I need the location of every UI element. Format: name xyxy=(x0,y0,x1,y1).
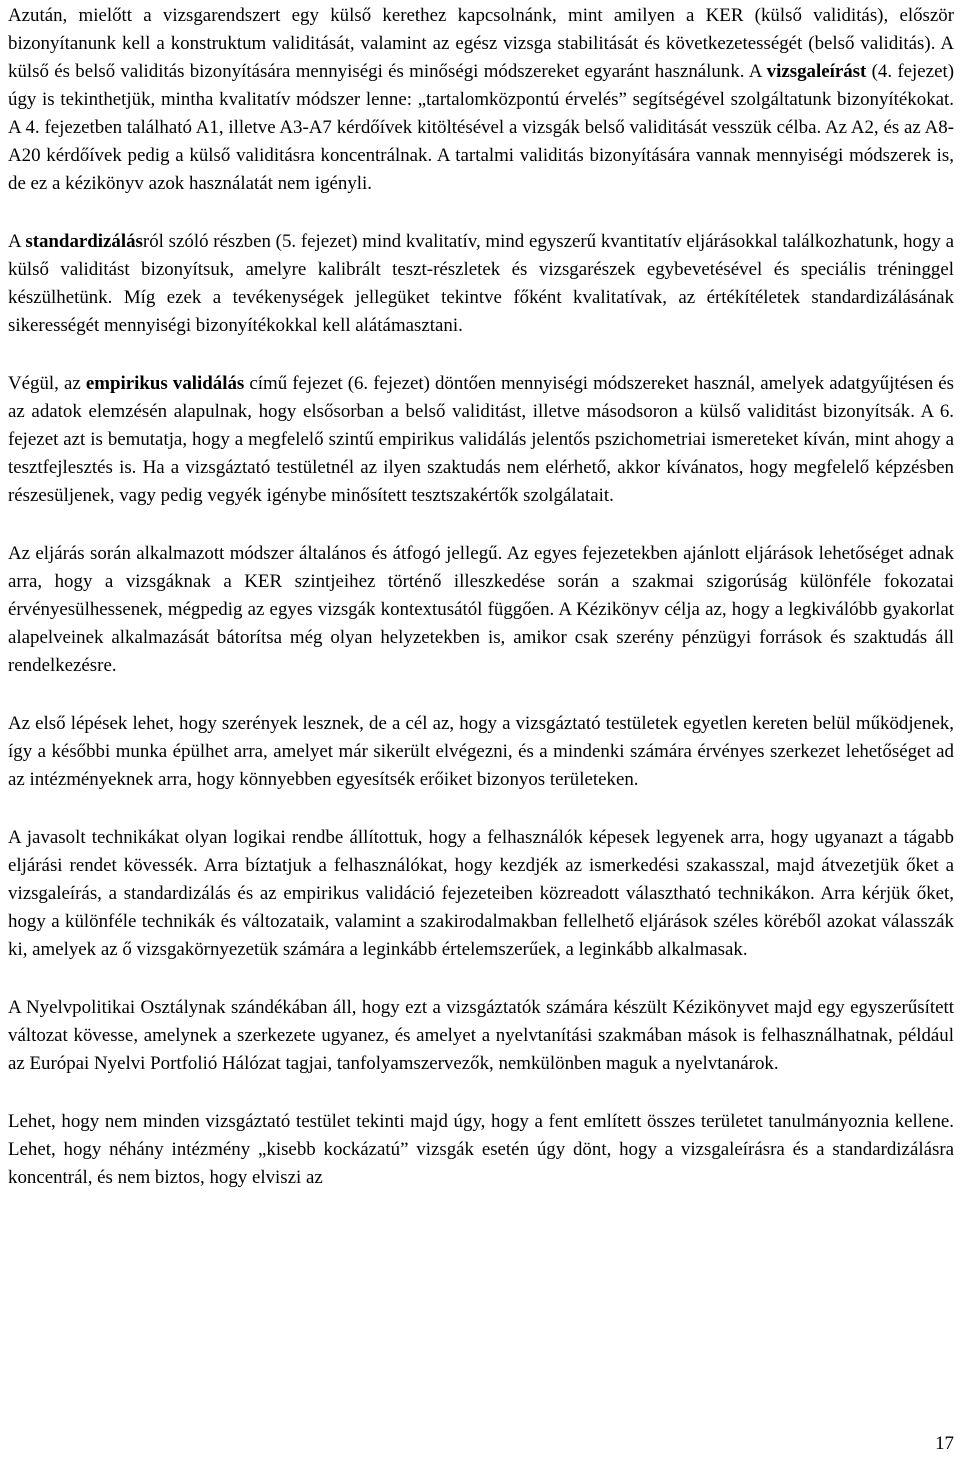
text-run: ról szóló részben (5. fejezet) mind kvalitatív, mind egyszerű kvantitatív eljárásokkal találkozhatunk, hogy a külső validitást bizonyítsuk, amelyre kalibrált teszt-részletek és vizsgarészek egybevetésével és speciális tréninggel készülhetünk. Míg ezek a tevékenységek jellegüket tekintve főként kvalitatívak, az értékítéletek standardizálásának sikerességét mennyiségi bizonyítékokkal kell alátámasztani. xyxy=(8,231,954,336)
text-run: című fejezet (6. fejezet) döntően mennyiségi módszereket használ, amelyek adatgyűjtésen és az adatok elemzésén alapulnak, hogy elsősorban a belső validitást, illetve másodsoron a külső validitást bizonyítsák. A 6. fejezet azt is bemutatja, hogy a megfelelő szintű empirikus validálás jelentős pszichometriai ismereteket kíván, mint ahogy a tesztfejlesztés is. Ha a vizsgáztató testületnél az ilyen szaktudás nem elérhető, akkor kívánatos, hogy megfelelő képzésben részesüljenek, vagy pedig vegyék igénybe minősített tesztszakértők szolgálatait. xyxy=(8,373,955,506)
page-number: 17 xyxy=(935,1433,954,1454)
text-run: Az első lépések lehet, hogy szerények lesznek, de a cél az, hogy a vizsgáztató testületek egyetlen kereten belül működjenek, így a későbbi munka épülhet arra, amelyet már sikerült elvégezni, és a mindenki számára érvényes szerkezet lehetőséget ad az intézményeknek arra, hogy könnyebben egyesítsék erőiket bizonyos területeken. xyxy=(8,713,954,790)
paragraph-3 xyxy=(8,370,954,510)
text-run: A Nyelvpolitikai Osztálynak szándékában áll, hogy ezt a vizsgáztatók számára készült Kézikönyvet majd egy egyszerűsített változat kövesse, amelynek a szerkezete ugyanez, és amelyet a nyelvtanítási szakmában mások is felhasználhatnak, például az Európai Nyelvi Portfolió Hálózat tagjai, tanfolyamszervezők, nemkülönben maguk a nyelvtanárok. xyxy=(8,997,954,1074)
paragraph-4 xyxy=(8,540,954,680)
paragraph-2 xyxy=(8,228,954,340)
paragraph-7 xyxy=(8,994,954,1078)
paragraph-1 xyxy=(8,2,954,198)
bold-term-standardizalas: standardizálás xyxy=(25,231,143,252)
paragraph-6 xyxy=(8,824,954,964)
text-run: Azután, mielőtt a vizsgarendszert egy külső kerethez kapcsolnánk, mint amilyen a KER (külső validitás), először bizonyítanunk kell a konstruktum validitását, valamint az egész vizsga stabilitását és következetességét (belső validitás). A külső és belső validitás bizonyítására mennyiségi és minőségi módszereket egyaránt használunk. A xyxy=(8,5,954,82)
bold-term-empirikus-validalas: empirikus validálás xyxy=(85,373,245,394)
text-run: Végül, az xyxy=(8,373,86,394)
bold-term-vizsgaleiras: vizsgaleírást xyxy=(766,61,867,82)
text-run: A javasolt technikákat olyan logikai rendbe állítottuk, hogy a felhasználók képesek legyenek arra, hogy ugyanazt a tágabb eljárási rendet kövessék. Arra bíztatjuk a felhasználókat, hogy kezdjék az ismerkedési szakasszal, majd átvezetjük őket a vizsgaleírás, a standardizálás és az empirikus validáció fejezeteiben közreadott választható technikákon. Arra kérjük őket, hogy a különféle technikák és változataik, valamint a szakirodalmakban fellelhető eljárások széles köréből azokat válasszák ki, amelyek az ő vizsgakörnyezetük számára a leginkább értelemszerűek, a leginkább alkalmasak. xyxy=(8,827,954,960)
text-run: A xyxy=(8,231,26,252)
text-run: Lehet, hogy nem minden vizsgáztató testület tekinti majd úgy, hogy a fent említett összes területet tanulmányoznia kellene. Lehet, hogy néhány intézmény „kisebb kockázatú” vizsgák esetén úgy dönt, hogy a vizsgaleírásra és a standardizálásra koncentrál, és nem biztos, hogy elviszi az xyxy=(8,1111,954,1188)
paragraph-8 xyxy=(8,1108,954,1192)
document-page xyxy=(8,0,954,1192)
text-run: (4. fejezet) úgy is tekinthetjük, mintha kvalitatív módszer lenne: „tartalomközpontú érvelés” segítségével szolgáltatunk bizonyítékokat. A 4. fejezetben található A1, illetve A3-A7 kérdőívek kitöltésével a vizsgák belső validitását vesszük célba. Az A2, és az A8-A20 kérdőívek pedig a külső validitásra koncentrálnak. A tartalmi validitás bizonyítására vannak mennyiségi módszerek is, de ez a kézikönyv azok használatát nem igényli. xyxy=(8,61,954,194)
text-run: Az eljárás során alkalmazott módszer általános és átfogó jellegű. Az egyes fejezetekben ajánlott eljárások lehetőséget adnak arra, hogy a vizsgáknak a KER szintjeihez történő illeszkedése során a szakmai szigorúság különféle fokozatai érvényesülhessenek, mégpedig az egyes vizsgák kontextusától függően. A Kézikönyv célja az, hogy a legkiválóbb gyakorlat alapelveinek alkalmazását bátorítsa még olyan helyzetekben is, amikor csak szerény pénzügyi források és szaktudás áll rendelkezésre. xyxy=(8,543,954,676)
paragraph-5 xyxy=(8,710,954,794)
